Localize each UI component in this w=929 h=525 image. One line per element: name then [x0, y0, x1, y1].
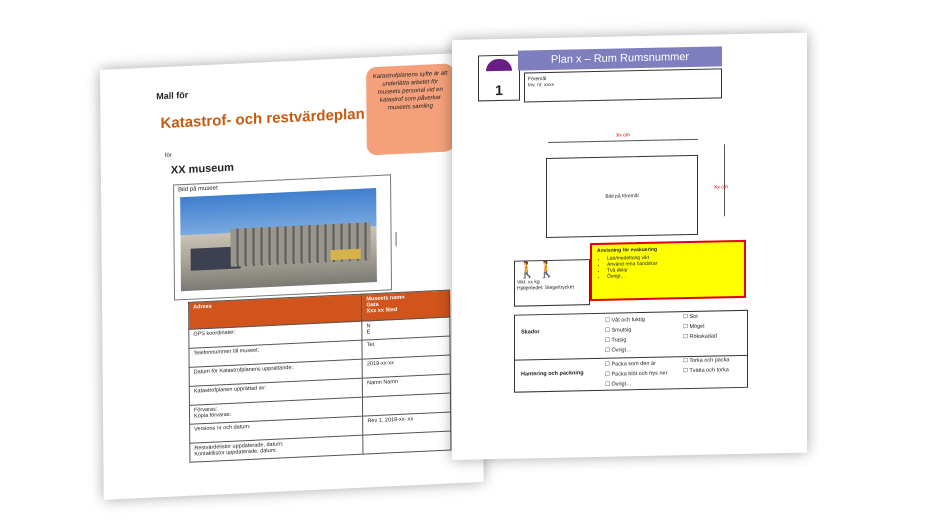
checkbox-option[interactable]: ☐ Övrigt… — [605, 381, 632, 388]
damage-label: Skador — [521, 329, 540, 336]
option-label: Packa som den är — [611, 360, 656, 368]
purpose-bubble: Katastrofplanens syfte är att underlätta arbetet för museets personal vid en katastrof som påverkar museets samling — [366, 63, 455, 155]
umbrella-icon — [486, 59, 512, 72]
for-label: för — [164, 152, 172, 159]
option-label: Rökskadad — [689, 333, 717, 341]
height-dimension-line — [724, 144, 725, 216]
checkbox-option[interactable]: ☐ Tvätta och torka — [683, 367, 729, 375]
table-cell: N E — [362, 317, 450, 340]
width-dimension-line — [548, 139, 698, 143]
priority-number: 1 — [495, 81, 503, 99]
option-label: Smutsig — [611, 327, 632, 334]
right-page — [452, 33, 807, 460]
table-cell: Tel. — [362, 336, 450, 359]
evac-list — [607, 253, 739, 280]
table-cell: 2019-xx-xx — [362, 355, 450, 378]
umbrella-icon-box — [478, 55, 520, 102]
object-label: Föremål — [528, 76, 547, 83]
option-label: Mögel — [689, 323, 705, 331]
list-item: • Lätt/medeltung vikt — [607, 253, 739, 262]
handling-label: Hantering och packning — [521, 370, 584, 378]
checkbox-option[interactable]: ☐ Packa som den är — [605, 360, 656, 368]
option-label: Övrigt… — [611, 381, 632, 388]
table-cell: Telefonnummer till museet: — [189, 340, 362, 367]
weight-text: Vikt: xx kg — [517, 279, 540, 286]
two-people-icon: 🚶🚶 — [517, 261, 557, 280]
option-label: Trasig — [611, 337, 627, 344]
option-label: Packa blöt och frys ner — [611, 370, 668, 378]
list-item: • Två delar — [607, 265, 739, 274]
checkbox-option[interactable]: ☐ Mögel — [683, 323, 705, 331]
option-label: Våt och fuktig — [611, 316, 645, 324]
checkbox-option[interactable]: ☐ Sot — [683, 313, 698, 321]
table-cell: Förvaras: Kopia förvaras: — [189, 397, 362, 424]
object-inv: Inv. nr. xxxx — [528, 81, 555, 89]
table-header-cell: Museets namn Gata Xxx xx Sted — [362, 290, 450, 321]
object-box — [524, 68, 722, 102]
table-cell: Datum för Katastrofplanens upprättande: — [189, 359, 362, 386]
table-header-cell: Adress — [189, 294, 363, 329]
checkbox-option[interactable]: ☐ Trasig — [605, 337, 627, 344]
table-cell: Katastrofplanen upprättad av: — [189, 378, 362, 405]
option-label: Tvätta och torka — [689, 367, 729, 375]
tools-text: Hjälpmedel: Stege/trycket — [517, 284, 574, 292]
info-table — [188, 290, 451, 463]
museum-name: XX museum — [170, 161, 234, 177]
photo-frame — [173, 174, 392, 300]
document-title: Katastrof- och restvärdeplan — [160, 105, 365, 133]
people-box — [514, 259, 590, 307]
table-cell: GPS koordinater: — [189, 321, 362, 348]
table-cell: Restvärdelistor uppdaterade, datum: Kontaktlistor uppdaterade, datum: — [190, 435, 363, 462]
table-cell: Rev 1, 2019-xx- xx — [363, 412, 451, 435]
checkbox-option[interactable]: ☐ Rökskadad — [683, 333, 717, 341]
room-banner: Plan x – Rum Rumsnummer — [518, 46, 722, 70]
option-label: Övrigt… — [611, 347, 632, 354]
template-label: Mall för — [156, 89, 189, 102]
option-label: Sot — [689, 313, 698, 321]
evac-title: Anvisning för evakuering — [597, 246, 658, 254]
list-item: • Övrigt… — [607, 271, 739, 280]
height-label: Xx cm — [714, 184, 728, 191]
photo-caption: Bild på museet — [178, 185, 218, 194]
table-cell — [363, 431, 451, 454]
list-item: • Använd rena handskar — [607, 259, 739, 268]
table-cell: Namn Namn — [363, 374, 451, 397]
checkbox-option[interactable]: ☐ Packa blöt och frys ner — [605, 370, 668, 378]
evacuation-box — [590, 240, 746, 301]
damage-table — [514, 310, 748, 393]
checkbox-option[interactable]: ☐ Smutsig — [605, 327, 632, 334]
text-cursor — [396, 232, 397, 246]
checkbox-option[interactable]: ☐ Våt och fuktig — [605, 316, 645, 324]
checkbox-option[interactable]: ☐ Övrigt… — [605, 347, 632, 354]
left-page — [100, 52, 484, 500]
width-label: Xx cm — [616, 132, 630, 139]
option-label: Torka och packa — [689, 357, 730, 365]
table-cell: Versions nr och datum: — [190, 416, 363, 443]
museum-photo — [180, 188, 377, 291]
object-image-placeholder: Bild på föremål — [546, 155, 698, 238]
checkbox-option[interactable]: ☐ Torka och packa — [683, 357, 730, 365]
